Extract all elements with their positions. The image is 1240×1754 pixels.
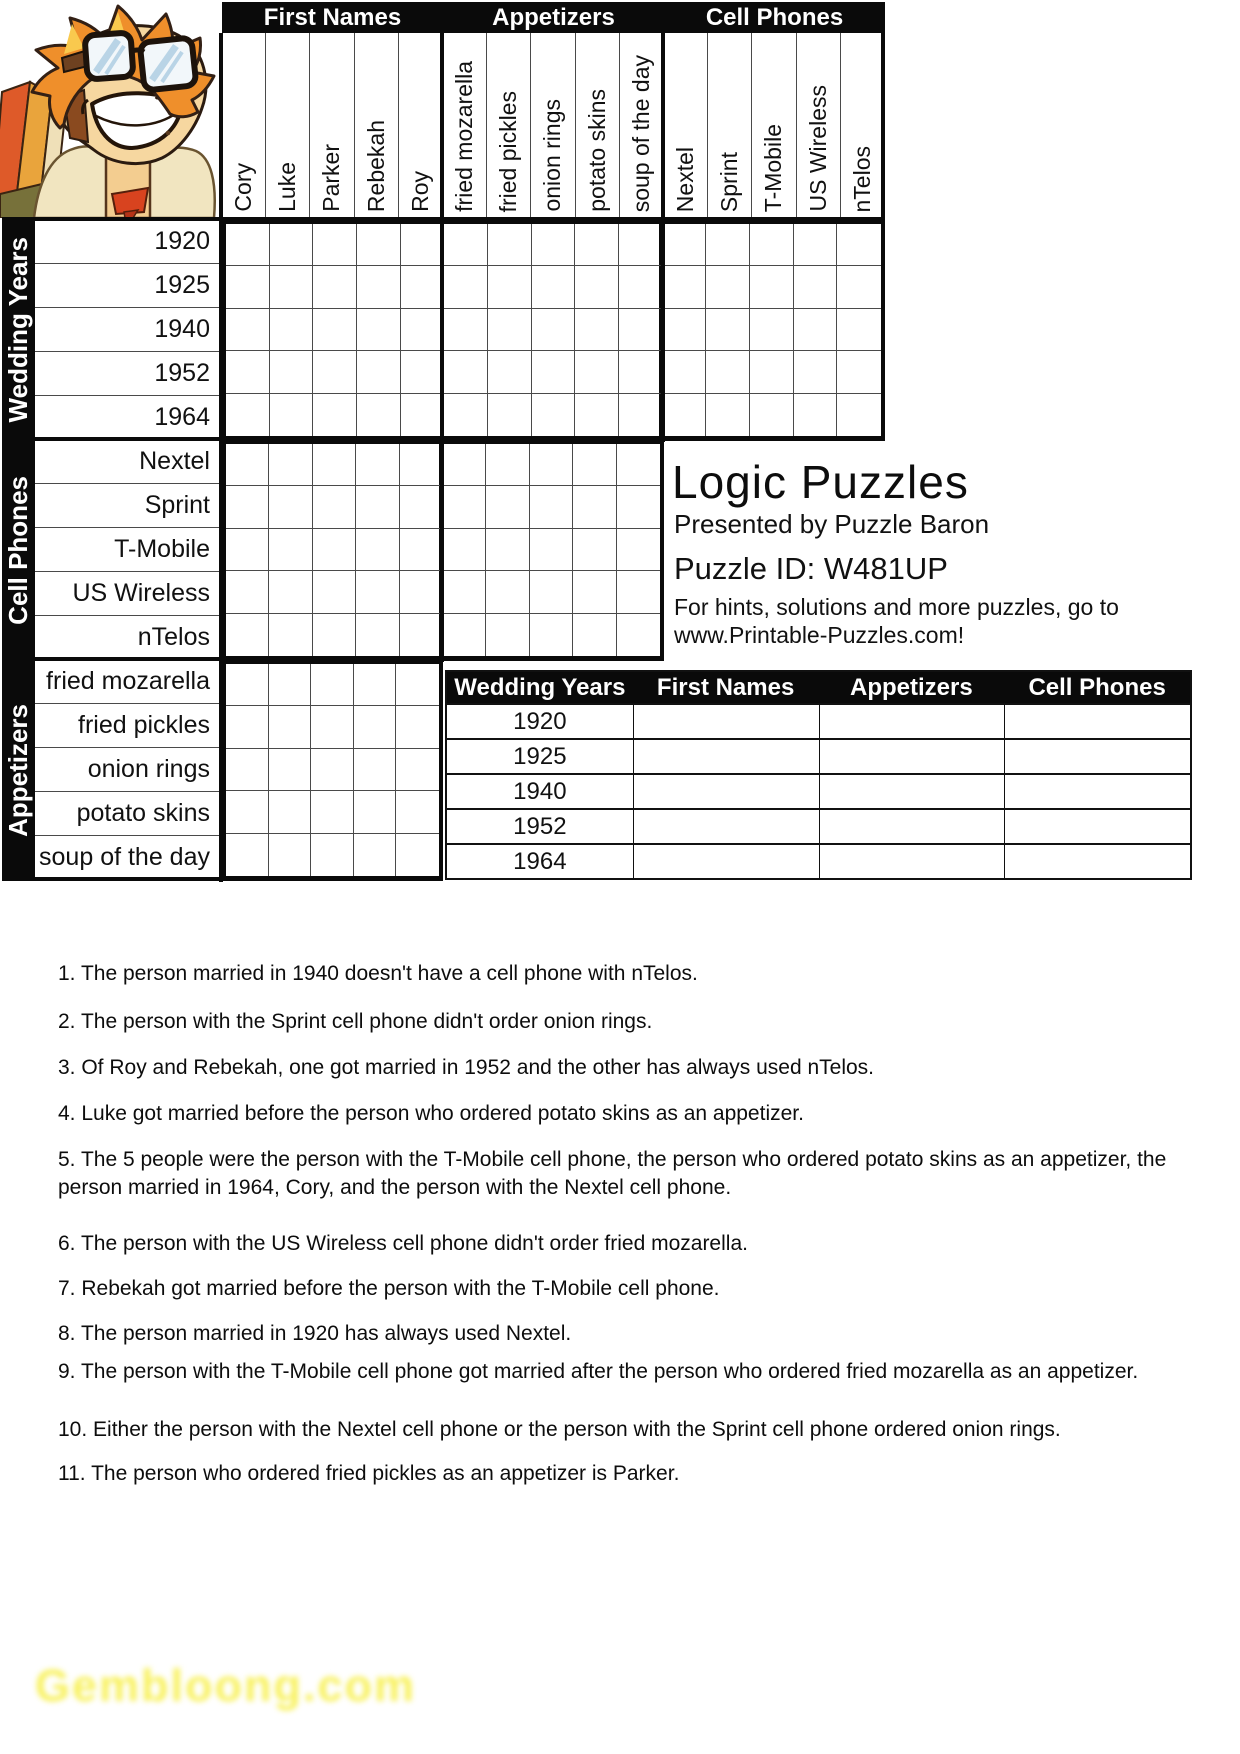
column-label-text: potato skins: [583, 89, 610, 212]
page-title: Logic Puzzles: [672, 456, 969, 508]
column-label-cory: [222, 33, 266, 220]
grid-cell[interactable]: [706, 351, 750, 393]
column-label-rebekah: [355, 33, 399, 220]
grid-cell[interactable]: [532, 351, 576, 393]
answer-blank-cell[interactable]: [819, 775, 1005, 808]
grid-cell[interactable]: [311, 749, 354, 791]
grid-cell[interactable]: [573, 614, 616, 656]
grid-cell[interactable]: [354, 749, 397, 791]
grid-cell[interactable]: [269, 614, 312, 656]
grid-cell[interactable]: [357, 394, 401, 436]
grid-cell[interactable]: [396, 664, 439, 706]
grid-cell[interactable]: [619, 266, 663, 308]
grid-cell[interactable]: [750, 224, 794, 266]
answer-blank-cell[interactable]: [819, 705, 1005, 738]
grid-cell[interactable]: [311, 791, 354, 833]
answer-table-row: [447, 703, 1190, 738]
grid-cell[interactable]: [532, 224, 576, 266]
grid-cell[interactable]: [396, 749, 439, 791]
row-label-nextel: Nextel: [35, 440, 220, 484]
grid-cell[interactable]: [573, 529, 616, 571]
answer-table-row: [447, 843, 1190, 878]
grid-cell[interactable]: [486, 444, 529, 486]
answer-blank-cell[interactable]: [1004, 845, 1190, 878]
grid-cell[interactable]: [356, 614, 399, 656]
grid-cell[interactable]: [750, 394, 794, 436]
column-label-luke: [266, 33, 310, 220]
grid-cell[interactable]: [488, 266, 532, 308]
answer-blank-cell[interactable]: [1004, 740, 1190, 773]
column-label-text: Nextel: [672, 146, 699, 212]
clue-5: 5. The 5 people were the person with the T-Mobile cell phone, the person who ordered potato skins as an appetizer, the person married in 1964, Cory, and the person with the Nextel cell phone.: [58, 1148, 1167, 1199]
column-label-nextel: [664, 33, 708, 220]
row-label-sprint: Sprint: [35, 484, 220, 528]
grid-cell[interactable]: [488, 224, 532, 266]
grid-cell[interactable]: [354, 791, 397, 833]
hints-line-2: www.Printable-Puzzles.com!: [674, 622, 965, 648]
grid-cell[interactable]: [617, 444, 660, 486]
grid-cell[interactable]: [794, 224, 838, 266]
grid-cell[interactable]: [401, 224, 445, 266]
answer-blank-cell[interactable]: [1004, 775, 1190, 808]
grid-cell[interactable]: [356, 444, 399, 486]
row-label-onion-rings: onion rings: [35, 748, 220, 792]
grid-cell[interactable]: [354, 664, 397, 706]
grid-cell[interactable]: [400, 571, 443, 613]
answer-blank-cell[interactable]: [1004, 705, 1190, 738]
grid-cell[interactable]: [837, 224, 881, 266]
grid-cell[interactable]: [226, 266, 270, 308]
clue-11: 11. The person who ordered fried pickles as an appetizer is Parker.: [58, 1462, 680, 1485]
column-label-soup-of-the-day: [620, 33, 664, 220]
grid-column-labels: [222, 33, 885, 220]
grid-row-group-bar: [2, 220, 35, 880]
row-label-1925: 1925: [35, 264, 220, 308]
grid-border-line: [219, 33, 223, 882]
puzzle-id: Puzzle ID: W481UP: [674, 551, 948, 586]
grid-cell[interactable]: [313, 529, 356, 571]
grid-cell[interactable]: [226, 224, 270, 266]
row-group-label-appetizers: [2, 660, 35, 880]
grid-cell[interactable]: [270, 309, 314, 351]
grid-cell[interactable]: [313, 309, 357, 351]
grid-cell[interactable]: [837, 266, 881, 308]
column-label-text: fried pickles: [495, 90, 522, 212]
column-group-header-appetizers: Appetizers: [492, 4, 615, 31]
grid-cell[interactable]: [619, 224, 663, 266]
clue-10: 10. Either the person with the Nextel cell phone or the person with the Sprint cell phone ordered onion rings.: [58, 1418, 1061, 1441]
grid-cell[interactable]: [706, 394, 750, 436]
grid-border-line: [881, 2, 885, 441]
grid-cell[interactable]: [396, 791, 439, 833]
grid-cell[interactable]: [226, 749, 269, 791]
grid-cell[interactable]: [311, 706, 354, 748]
column-label-text: US Wireless: [804, 85, 831, 212]
grid-cell[interactable]: [794, 309, 838, 351]
clue-3: 3. Of Roy and Rebekah, one got married in 1952 and the other has always used nTelos.: [58, 1056, 875, 1079]
grid-cell[interactable]: [400, 486, 443, 528]
grid-cell[interactable]: [573, 571, 616, 613]
grid-cell[interactable]: [532, 309, 576, 351]
column-label-fried-pickles: [487, 33, 531, 220]
grid-cell[interactable]: [269, 529, 312, 571]
column-label-parker: [310, 33, 354, 220]
column-group-header-cell-phones: Cell Phones: [705, 4, 844, 31]
answer-year-cell: 1920: [513, 707, 567, 735]
grid-cell[interactable]: [837, 394, 881, 436]
grid-cell[interactable]: [663, 351, 707, 393]
grid-cell[interactable]: [575, 351, 619, 393]
grid-cell[interactable]: [443, 529, 486, 571]
row-group-label-wedding-years: [2, 220, 35, 440]
row-label-fried-mozarella: fried mozarella: [35, 660, 220, 704]
grid-cell[interactable]: [794, 394, 838, 436]
grid-cell[interactable]: [530, 529, 573, 571]
column-label-text: Luke: [274, 162, 301, 212]
column-label-text: Rebekah: [362, 119, 389, 212]
grid-cell[interactable]: [573, 486, 616, 528]
grid-cell[interactable]: [226, 614, 269, 656]
row-label-1952: 1952: [35, 352, 220, 396]
clue-1: 1. The person married in 1940 doesn't have a cell phone with nTelos.: [58, 962, 698, 985]
grid-cell[interactable]: [575, 224, 619, 266]
grid-cell[interactable]: [617, 614, 660, 656]
row-group-label-text: Wedding Years: [3, 237, 33, 423]
answer-blank-cell[interactable]: [633, 705, 819, 738]
grid-cell[interactable]: [270, 394, 314, 436]
grid-cell[interactable]: [269, 664, 312, 706]
grid-cell[interactable]: [488, 351, 532, 393]
column-group-header-first-names: First Names: [263, 4, 402, 31]
grid-block-rowgroup-2: [222, 660, 443, 880]
grid-cell[interactable]: [313, 224, 357, 266]
grid-cell[interactable]: [354, 834, 397, 876]
answer-blank-cell[interactable]: [633, 810, 819, 843]
grid-cell[interactable]: [396, 706, 439, 748]
grid-cell[interactable]: [226, 394, 270, 436]
grid-column-group-headers: [222, 2, 885, 33]
grid-cell[interactable]: [837, 351, 881, 393]
hints-line-1: For hints, solutions and more puzzles, go to: [674, 594, 1119, 620]
grid-cell[interactable]: [619, 394, 663, 436]
grid-cell[interactable]: [269, 486, 312, 528]
grid-cell[interactable]: [226, 529, 269, 571]
grid-cell[interactable]: [706, 224, 750, 266]
answer-table-row: [447, 808, 1190, 843]
grid-cell[interactable]: [356, 529, 399, 571]
column-label-text: Sprint: [716, 151, 743, 212]
grid-cell[interactable]: [400, 614, 443, 656]
clue-7: 7. Rebekah got married before the person with the T-Mobile cell phone.: [58, 1277, 720, 1300]
clue-4: 4. Luke got married before the person who ordered potato skins as an appetizer.: [58, 1102, 804, 1125]
grid-cell[interactable]: [488, 394, 532, 436]
grid-cell[interactable]: [575, 309, 619, 351]
grid-cell[interactable]: [269, 791, 312, 833]
grid-cell[interactable]: [311, 664, 354, 706]
grid-cell[interactable]: [313, 351, 357, 393]
row-label-t-mobile: T-Mobile: [35, 528, 220, 572]
grid-cell[interactable]: [313, 486, 356, 528]
row-label-fried-pickles: fried pickles: [35, 704, 220, 748]
column-label-text: Cory: [230, 163, 257, 212]
grid-cell[interactable]: [357, 266, 401, 308]
grid-cell[interactable]: [532, 394, 576, 436]
answer-blank-cell[interactable]: [633, 775, 819, 808]
grid-cell[interactable]: [617, 571, 660, 613]
grid-cell[interactable]: [357, 224, 401, 266]
presented-by: Presented by Puzzle Baron: [674, 509, 990, 539]
grid-border-line: [661, 33, 665, 442]
grid-cell[interactable]: [226, 791, 269, 833]
row-label-soup-of-the-day: soup of the day: [35, 836, 220, 880]
grid-cell[interactable]: [443, 444, 486, 486]
answer-table-row: [447, 773, 1190, 808]
answer-table: [445, 670, 1192, 880]
grid-cell[interactable]: [269, 571, 312, 613]
grid-cell[interactable]: [396, 834, 439, 876]
grid-cell[interactable]: [530, 571, 573, 613]
grid-cell[interactable]: [444, 224, 488, 266]
grid-cell[interactable]: [313, 266, 357, 308]
grid-border-line: [440, 33, 444, 662]
grid-cell[interactable]: [530, 444, 573, 486]
column-label-text: soup of the day: [627, 54, 654, 212]
answer-table-header: [447, 672, 1190, 703]
answer-blank-cell[interactable]: [1004, 810, 1190, 843]
grid-cell[interactable]: [794, 351, 838, 393]
row-group-label-cell-phones: [2, 440, 35, 660]
clue-6: 6. The person with the US Wireless cell phone didn't order fried mozarella.: [58, 1232, 748, 1255]
grid-cell[interactable]: [443, 614, 486, 656]
clue-2: 2. The person with the Sprint cell phone didn't order onion rings.: [58, 1010, 653, 1033]
column-label-roy: [399, 33, 443, 220]
column-label-ntelos: [841, 33, 885, 220]
grid-cell[interactable]: [750, 266, 794, 308]
answer-blank-cell[interactable]: [633, 845, 819, 878]
column-label-text: Parker: [318, 144, 345, 212]
grid-cell[interactable]: [401, 394, 445, 436]
grid-cell[interactable]: [750, 351, 794, 393]
answer-table-header-cell-phones: Cell Phones: [1028, 674, 1166, 701]
column-label-t-mobile: [752, 33, 796, 220]
answer-blank-cell[interactable]: [633, 740, 819, 773]
column-label-potato-skins: [576, 33, 620, 220]
answer-year-cell: 1964: [513, 847, 567, 875]
column-label-text: Roy: [406, 171, 433, 212]
answer-year-cell: 1952: [513, 812, 567, 840]
grid-block-rowgroup-0: [222, 220, 885, 440]
grid-cell[interactable]: [354, 706, 397, 748]
grid-cell[interactable]: [530, 486, 573, 528]
grid-cell[interactable]: [401, 351, 445, 393]
answer-table-header-wedding-years: Wedding Years: [454, 674, 626, 701]
grid-cell[interactable]: [226, 444, 269, 486]
grid-cell[interactable]: [269, 749, 312, 791]
grid-cell[interactable]: [400, 529, 443, 571]
grid-cell[interactable]: [357, 309, 401, 351]
grid-cell[interactable]: [750, 309, 794, 351]
grid-border-line: [2, 657, 664, 661]
grid-cell[interactable]: [444, 394, 488, 436]
grid-cell[interactable]: [226, 664, 269, 706]
grid-cell[interactable]: [619, 351, 663, 393]
grid-cell[interactable]: [270, 266, 314, 308]
grid-cell[interactable]: [706, 309, 750, 351]
grid-cell[interactable]: [270, 224, 314, 266]
column-label-text: onion rings: [539, 99, 566, 212]
answer-blank-cell[interactable]: [819, 845, 1005, 878]
grid-cell[interactable]: [530, 614, 573, 656]
column-label-us-wireless: [797, 33, 841, 220]
grid-cell[interactable]: [311, 834, 354, 876]
grid-cell[interactable]: [444, 351, 488, 393]
row-label-1940: 1940: [35, 308, 220, 352]
grid-cell[interactable]: [617, 486, 660, 528]
grid-cell[interactable]: [486, 571, 529, 613]
grid-cell[interactable]: [269, 706, 312, 748]
grid-cell[interactable]: [313, 614, 356, 656]
grid-cell[interactable]: [400, 444, 443, 486]
grid-cell[interactable]: [837, 309, 881, 351]
grid-cell[interactable]: [663, 309, 707, 351]
grid-cell[interactable]: [357, 351, 401, 393]
row-label-ntelos: nTelos: [35, 616, 220, 660]
grid-cell[interactable]: [444, 266, 488, 308]
grid-cell[interactable]: [443, 486, 486, 528]
grid-cell[interactable]: [443, 571, 486, 613]
row-label-1920: 1920: [35, 220, 220, 264]
grid-cell[interactable]: [663, 224, 707, 266]
grid-cell[interactable]: [401, 266, 445, 308]
grid-cell[interactable]: [706, 266, 750, 308]
grid-cell[interactable]: [486, 529, 529, 571]
column-label-onion-rings: [531, 33, 575, 220]
column-label-text: T-Mobile: [760, 123, 787, 212]
answer-table-header-appetizers: Appetizers: [850, 674, 973, 701]
row-group-label-text: Appetizers: [3, 703, 33, 837]
row-group-label-text: Cell Phones: [3, 475, 33, 625]
grid-cell[interactable]: [488, 309, 532, 351]
grid-cell[interactable]: [313, 444, 356, 486]
grid-cell[interactable]: [532, 266, 576, 308]
grid-cell[interactable]: [794, 266, 838, 308]
grid-cell[interactable]: [663, 266, 707, 308]
column-label-text: nTelos: [848, 145, 875, 212]
watermark: Gembloong.com: [35, 1660, 417, 1711]
answer-year-cell: 1925: [513, 742, 567, 770]
grid-cell[interactable]: [226, 834, 269, 876]
grid-cell[interactable]: [226, 571, 269, 613]
grid-cell[interactable]: [575, 266, 619, 308]
grid-cell[interactable]: [356, 486, 399, 528]
grid-cell[interactable]: [444, 309, 488, 351]
answer-blank-cell[interactable]: [819, 740, 1005, 773]
clue-8: 8. The person married in 1920 has always used Nextel.: [58, 1322, 572, 1345]
grid-cell[interactable]: [356, 571, 399, 613]
column-label-text: fried mozarella: [451, 61, 478, 212]
grid-cell[interactable]: [226, 486, 269, 528]
column-label-fried-mozarella: [443, 33, 487, 220]
grid-cell[interactable]: [573, 444, 616, 486]
puzzle-baron-mascot: [0, 0, 222, 218]
row-label-us-wireless: US Wireless: [35, 572, 220, 616]
grid-cell[interactable]: [226, 351, 270, 393]
grid-cell[interactable]: [270, 351, 314, 393]
grid-cell[interactable]: [663, 394, 707, 436]
grid-cell[interactable]: [269, 834, 312, 876]
grid-cell[interactable]: [313, 571, 356, 613]
clue-9: 9. The person with the T-Mobile cell phone got married after the person who ordered fried mozarella as an appetizer.: [58, 1360, 1139, 1383]
grid-cell[interactable]: [617, 529, 660, 571]
row-label-1964: 1964: [35, 396, 220, 440]
row-label-potato-skins: potato skins: [35, 792, 220, 836]
grid-cell[interactable]: [575, 394, 619, 436]
grid-cell[interactable]: [226, 309, 270, 351]
grid-cell[interactable]: [269, 444, 312, 486]
answer-blank-cell[interactable]: [819, 810, 1005, 843]
answer-year-cell: 1940: [513, 777, 567, 805]
grid-cell[interactable]: [486, 486, 529, 528]
column-label-sprint: [708, 33, 752, 220]
answer-table-header-first-names: First Names: [656, 674, 795, 701]
grid-cell[interactable]: [313, 394, 357, 436]
grid-cell[interactable]: [486, 614, 529, 656]
grid-cell[interactable]: [619, 309, 663, 351]
answer-table-row: [447, 738, 1190, 773]
grid-cell[interactable]: [401, 309, 445, 351]
grid-cell[interactable]: [226, 706, 269, 748]
grid-row-labels: [35, 220, 220, 880]
